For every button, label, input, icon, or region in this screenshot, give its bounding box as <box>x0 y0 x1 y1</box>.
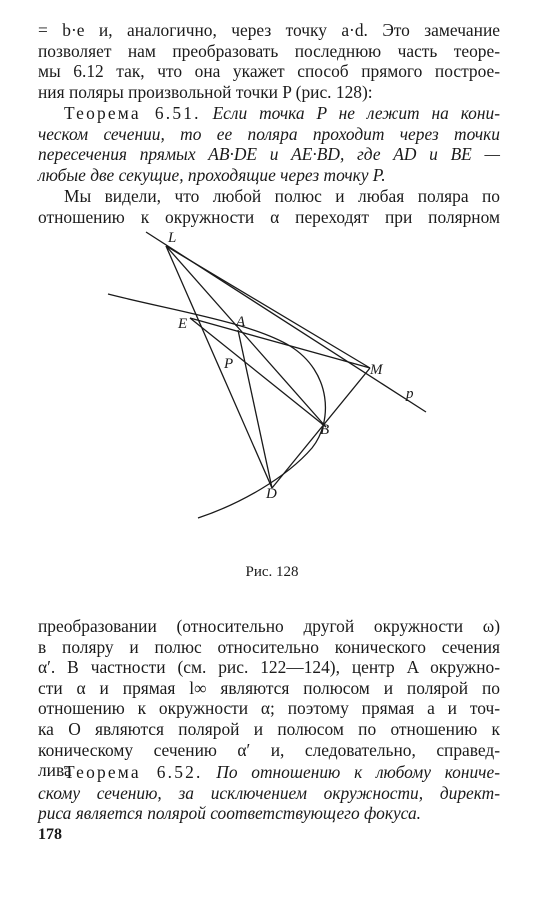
text-line: отношению к окружности α; поэтому прямая a и точ- <box>38 698 500 719</box>
paragraph-2 <box>38 186 500 227</box>
line-LM <box>166 246 370 368</box>
theorem-text: Если точка P не лежит на кони- <box>212 103 500 123</box>
text-line: мы 6.12 так, что она укажет способ прямого построе- <box>38 61 500 82</box>
conic-curve <box>108 294 325 518</box>
polar-construction-diagram <box>100 222 450 522</box>
paragraph-3 <box>38 616 500 781</box>
text-line: отношению к окружности α переходят при полярном <box>38 206 500 227</box>
theorem-first-line <box>38 103 500 124</box>
theorem-6-52 <box>38 762 500 824</box>
text-line: сти α и прямая l∞ являются полюсом и полярой по <box>38 677 500 698</box>
line-AD <box>238 330 272 488</box>
text-line: в поляру и полюс относительно конического сечения <box>38 636 500 657</box>
theorem-heading: Теорема 6.51. <box>64 103 201 123</box>
page-number: 178 <box>38 826 62 843</box>
line-EM <box>190 318 370 368</box>
text-line: Мы видели, что любой полюс и любая поляра по <box>64 186 500 206</box>
text-line: ния поляры произвольной точки P (рис. 128): <box>38 81 373 102</box>
line-LB <box>166 246 326 427</box>
figure-caption: Рис. 128 <box>245 564 299 580</box>
theorem-text-line: скому сечению, за исключением окружности, директ- <box>38 782 500 803</box>
theorem-text-line: риса является полярой соответствующего фокуса. <box>38 803 421 824</box>
text-line: лива <box>38 760 72 781</box>
label-D: D <box>266 486 277 502</box>
theorem-heading: Теорема 6.52. <box>64 762 203 782</box>
label-p: p <box>406 386 414 402</box>
text-line: позволяет нам преобразовать последнюю часть теоре- <box>38 40 500 61</box>
label-P: P <box>224 356 234 372</box>
theorem-text-line: ческом сечении, то ее поляра проходит через точки <box>38 123 500 144</box>
theorem-text-line: любые две секущие, проходящие через точку P. <box>38 164 386 185</box>
line-LD <box>166 246 272 488</box>
label-E: E <box>178 316 188 332</box>
text-line: = b·e и, аналогично, через точку a·d. Это замечание <box>38 20 500 40</box>
theorem-6-51 <box>38 103 500 185</box>
theorem-text-line: пересечения прямых AB·DE и AE·BD, где AD и BE — <box>38 144 500 165</box>
theorem-text: По отношению к любому кониче- <box>216 762 500 782</box>
text-line: ка O являются полярой и полюсом по отношению к <box>38 718 500 739</box>
top-paragraph <box>38 20 500 102</box>
theorem-first-line <box>38 762 500 783</box>
label-M: M <box>370 362 383 378</box>
text-line: преобразовании (относительно другой окружности ω) <box>38 616 500 636</box>
label-B: B <box>320 422 330 438</box>
label-A: A <box>236 314 246 330</box>
label-L: L <box>168 230 177 246</box>
text-line: α′. В частности (см. рис. 122—124), центр A окружно- <box>38 657 500 678</box>
text-line: коническому сечению α′ и, следовательно, справед- <box>38 739 500 760</box>
figure-128 <box>100 222 450 522</box>
